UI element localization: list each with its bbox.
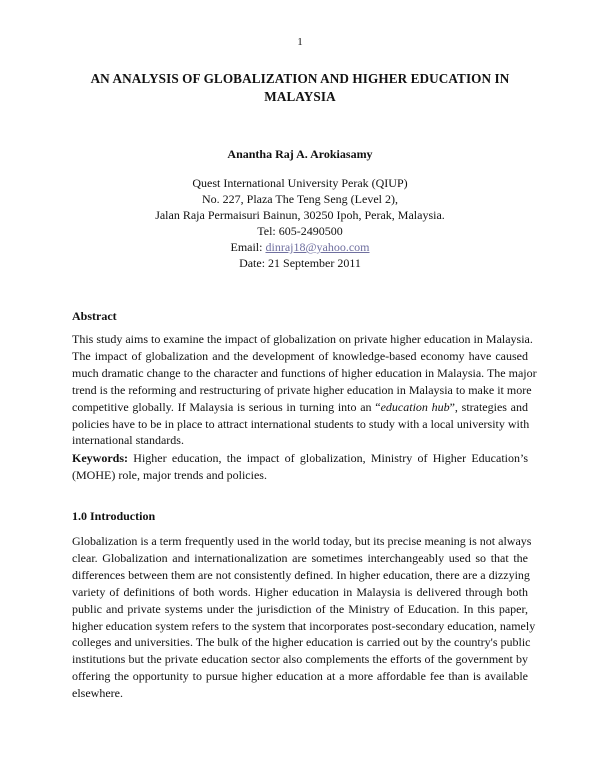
intro-line: elsewhere. — [72, 686, 123, 701]
title-line: MALAYSIA — [264, 89, 336, 104]
intro-line: colleges and universities. The bulk of the higher education is carried out by the country's public — [72, 635, 531, 650]
intro-line: variety of definitions of both words. Higher education in Malaysia is delivered through both — [72, 584, 528, 599]
intro-line: differences between them are not consistently defined. In higher education, there are a dizzying — [72, 567, 530, 582]
email-label: Email: — [230, 240, 266, 254]
paper-title — [60, 70, 540, 106]
intro-line: institutions but the private education sector also complements the efforts of the government by — [72, 652, 528, 667]
institution: Quest International University Perak (QIUP) — [192, 176, 408, 190]
intro-line: clear. Globalization and internationalization are sometimes interchangeably used so that the — [72, 550, 528, 565]
page-number: 1 — [297, 36, 303, 48]
address-line: Jalan Raja Permaisuri Bainun, 30250 Ipoh, Perak, Malaysia. — [155, 208, 445, 222]
keywords-text: Higher education, the impact of globalization, Ministry of Higher Education’s — [128, 451, 528, 465]
keywords-line — [72, 450, 528, 467]
keywords-block — [72, 450, 528, 484]
title-line: AN ANALYSIS OF GLOBALIZATION AND HIGHER EDUCATION IN — [90, 71, 510, 86]
education-hub-term: education hub — [380, 399, 450, 414]
abstract-body — [72, 331, 537, 449]
abstract-line: trend is the reforming and restructuring of private higher education in Malaysia to make it more — [72, 382, 532, 397]
abstract-text: competitive globally. If Malaysia is serious in turning into an “ — [72, 399, 381, 414]
email-link[interactable]: dinraj18@yahoo.com — [265, 240, 370, 254]
abstract-line: much dramatic change to the character and functions of higher education in Malaysia. The major — [72, 365, 537, 380]
email-line — [0, 239, 600, 255]
intro-line: Globalization is a term frequently used in the world today, but its precise meaning is not always — [72, 534, 532, 548]
introduction-heading: 1.0 Introduction — [72, 509, 156, 523]
author-affiliation — [0, 175, 600, 271]
abstract-line — [72, 399, 528, 416]
author-name: Anantha Raj A. Arokiasamy — [227, 147, 373, 161]
telephone: Tel: 605-2490500 — [257, 224, 343, 238]
keywords-line: (MOHE) role, major trends and policies. — [72, 467, 267, 482]
keywords-label: Keywords: — [72, 451, 128, 465]
abstract-line: This study aims to examine the impact of globalization on private higher education in Malaysia. — [72, 332, 533, 346]
date: Date: 21 September 2011 — [239, 256, 361, 270]
intro-line: higher education system refers to the system that incorporates post-secondary education, namely — [72, 618, 536, 633]
abstract-line: The impact of globalization and the development of knowledge-based economy have caused — [72, 348, 528, 363]
introduction-body — [72, 533, 536, 702]
abstract-heading: Abstract — [72, 309, 117, 323]
intro-line: offering the opportunity to pursue higher education at a more affordable fee than is available — [72, 669, 528, 684]
intro-line: public and private systems under the jurisdiction of the Ministry of Education. In this paper, — [72, 601, 528, 616]
abstract-text: ”, strategies and — [449, 399, 528, 414]
abstract-line: policies have to be in place to attract international students to study with a local university with — [72, 416, 530, 431]
address-line: No. 227, Plaza The Teng Seng (Level 2), — [201, 192, 398, 206]
abstract-line: international standards. — [72, 433, 184, 448]
